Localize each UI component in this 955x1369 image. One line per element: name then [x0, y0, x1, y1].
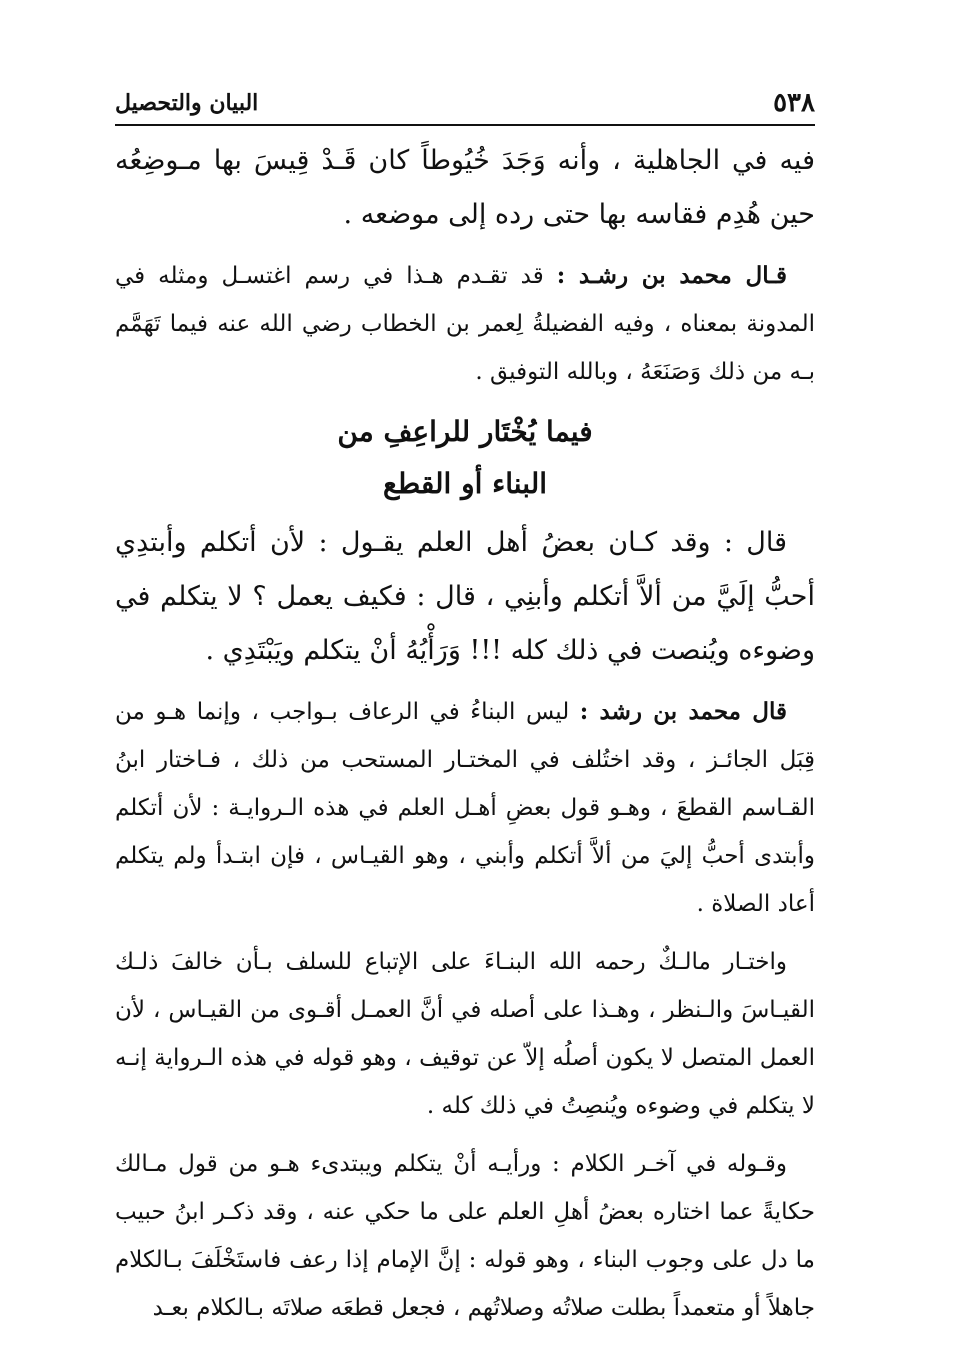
page-header: [115, 80, 815, 126]
page-number: ٥٣٨: [773, 88, 815, 118]
paragraph-2: [115, 252, 815, 396]
section-heading: [115, 406, 815, 510]
paragraph-6: [115, 1140, 815, 1332]
paragraph-6-text: وقـوله في آخـر الكلام : ورأيـه أنْ يتكلم ويبتدىء هـو من قول مـالك حكايةً عما اختاره بعضُ أهلِ العلم على ما حكي عنه ، وقد ذكـر ابنُ حبيب ما دل على وجوب البناء ، وهو قوله : إنَّ الإمام إذا رعف فاستَخْلَفَ بـالكلام جاهلاً أو متعمداً بطلت صلاتُه وصلاتُهم ، فجعل قطعَه صلاتَه بـالكلام بعـد: [115, 1151, 815, 1321]
paragraph-3-text: قال : وقد كـان بعضُ أهل العلم يقـول : لأن أتكلم وأبتدِي أحبُّ إلَيَّ من ألاَّ أتكلم وأبنِي ، قال : فكيف يعمل ؟ لا يتكلم في وضوءه ويُنصت في ذلك كله !!! وَرَأْيُهُ أنْ يتكلم ويَبْتَدِي .: [115, 527, 815, 666]
running-title: البيان والتحصيل: [115, 90, 259, 116]
paragraph-3: [115, 516, 815, 678]
speaker-label: قال محمد بن رشد :: [579, 698, 787, 725]
paragraph-1: فيه في الجاهلية ، وأنه وَجَدَ خُيُوطاً كان قَـدْ قِيسَ بها مـوضِعُه حين هُدِم فقاسه بها حتى رده إلى موضعه .: [115, 145, 815, 230]
paragraph-4-text: ليس البناءُ في الرعاف بـواجب ، وإنما هـو من قِبَل الجائـز ، وقد اختُلف في المختـار المستحب من ذلك ، فـاختار ابنُ القـاسم القطعَ ، وهـو قول بعضِ أهـل العلم في هذه الـروايـة : لأن أتكلم وأبتدى أحبُّ إليَ من ألاَّ أتكلم وأبني ، وهو القيـاس ، فإن ابتـدأ ولم يتكلم أعاد الصلاة .: [115, 699, 815, 917]
page-body: [115, 134, 815, 1332]
document-page: [115, 80, 815, 1332]
speaker-label: قـال محمد بن رشـد :: [556, 262, 787, 289]
section-heading-line-2: البناء أو القطع: [382, 467, 548, 500]
paragraph-2-text: قد تقـدم هـذا في رسم اغتسـل ومثله في المدونة بمعناه ، وفيه الفضيلةُ لِعمر بن الخطاب رضي الله عنه فيما تَهَمَّم بـه من ذلك وَصَنَعَهُ ، وبالله التوفيق .: [115, 263, 815, 385]
paragraph-5-text: واختـار مالـكٌ رحمه الله البنـاءَ على الإتباع للسلف بـأن خالفَ ذلـك القيـاسَ والـنظر ، وهـذا على أصله في أنَّ العمـل أقـوى من القيـاس ، لأن العمل المتصل لا يكون أصلُه إلاّ عن توقيف ، وهو قوله في هذه الـرواية إنـه لا يتكلم في وضوءه ويُنصِتُ في ذلك كله .: [115, 949, 815, 1119]
paragraph-5: [115, 938, 815, 1130]
paragraph-4: [115, 688, 815, 928]
section-heading-line-1: فيما يُخْتَار للراعِفِ من: [337, 415, 593, 448]
